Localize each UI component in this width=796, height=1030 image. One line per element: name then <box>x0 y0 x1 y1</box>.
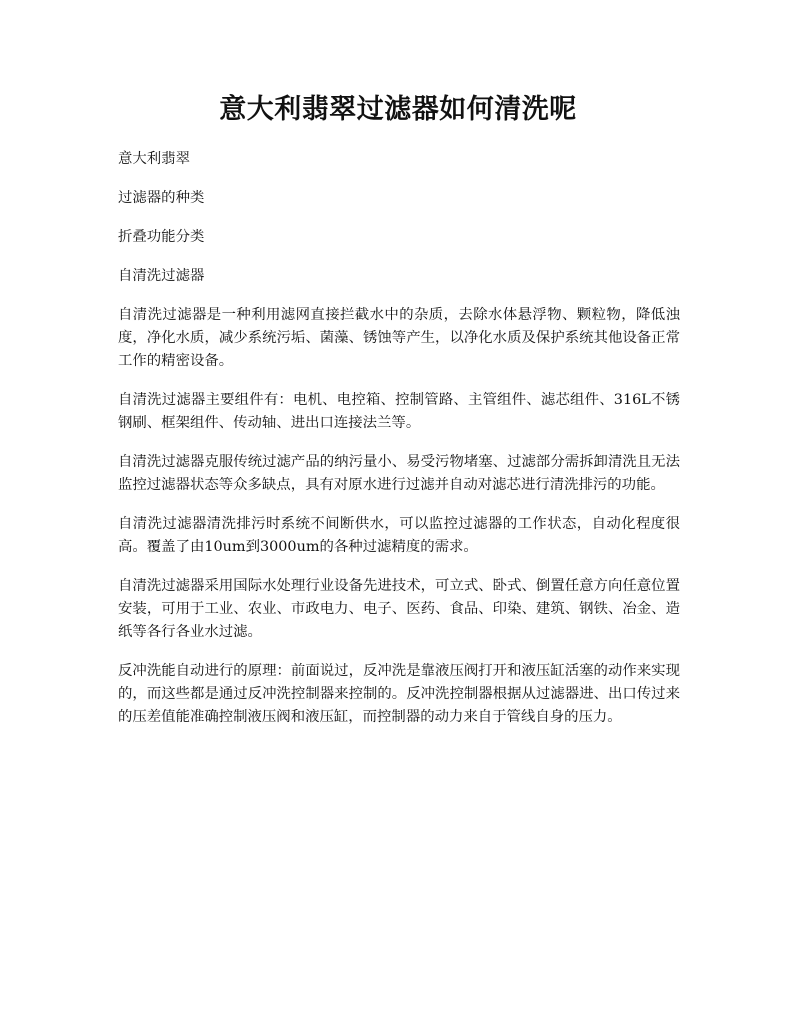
paragraph-definition: 自清洗过滤器是一种利用滤网直接拦截水中的杂质，去除水体悬浮物、颗粒物，降低浊度，净化水质，减少系统污垢、菌藻、锈蚀等产生，以净化水质及保护系统其他设备正常工作的精密设备。 <box>118 307 680 369</box>
page-title: 意大利翡翠过滤器如何清洗呢 <box>219 94 577 125</box>
paragraph-continuous-supply: 自清洗过滤器清洗排污时系统不间断供水，可以监控过滤器的工作状态，自动化程度很高。覆盖了由10um到3000um的各种过滤精度的需求。 <box>118 516 680 555</box>
paragraph-heading-self-cleaning-filter: 自清洗过滤器 <box>118 268 205 284</box>
paragraph-backwash-principle: 反冲洗能自动进行的原理：前面说过，反冲洗是靠液压阀打开和液压缸活塞的动作来实现的，而这些都是通过反冲洗控制器来控制的。反冲洗控制器根据从过滤器进、出口传过来的压差值能准确控制液压阀和液压缸，而控制器的动力来自于管线自身的压力。 <box>118 663 680 725</box>
paragraph-heading-brand: 意大利翡翠 <box>118 151 190 167</box>
paragraph-components: 自清洗过滤器主要组件有：电机、电控箱、控制管路、主管组件、滤芯组件、316L不锈钢刷、框架组件、传动轴、进出口连接法兰等。 <box>118 392 680 431</box>
paragraph-advantages: 自清洗过滤器克服传统过滤产品的纳污量小、易受污物堵塞、过滤部分需拆卸清洗且无法监控过滤器状态等众多缺点，具有对原水进行过滤并自动对滤芯进行清洗排污的功能。 <box>118 454 680 493</box>
document-body <box>118 148 680 745</box>
paragraph-applications: 自清洗过滤器采用国际水处理行业设备先进技术，可立式、卧式、倒置任意方向任意位置安装，可用于工业、农业、市政电力、电子、医药、食品、印染、建筑、钢铁、冶金、造纸等各行各业水过滤。 <box>118 578 680 640</box>
paragraph-heading-filter-types: 过滤器的种类 <box>118 190 205 206</box>
paragraph-heading-fold-categories: 折叠功能分类 <box>118 229 205 245</box>
